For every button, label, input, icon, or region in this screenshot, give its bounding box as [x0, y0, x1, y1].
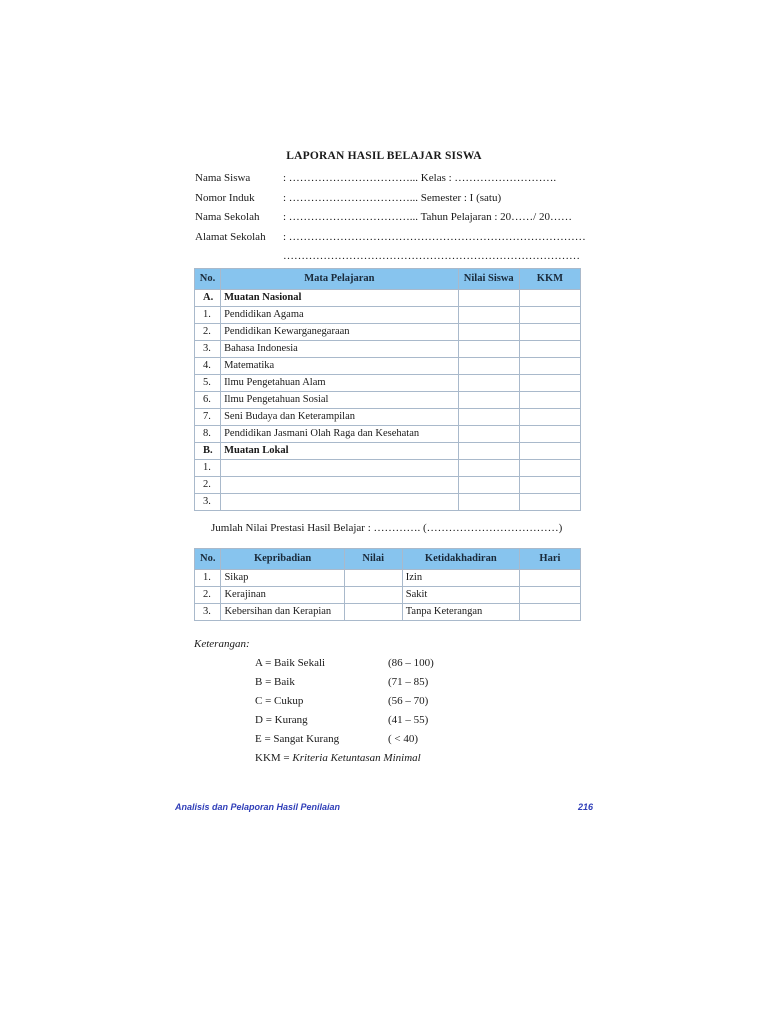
row-absence: Sakit	[402, 587, 519, 604]
info-value: : ……………………………... Tahun Pelajaran : 20……/ 20……	[283, 211, 572, 223]
row-score-cell	[458, 307, 519, 324]
row-subject: Pendidikan Agama	[221, 307, 459, 324]
report-title: LAPORAN HASIL BELAJAR SISWA	[286, 150, 482, 162]
row-subject: Seni Budaya dan Keterampilan	[221, 409, 459, 426]
info-value: ………………………………………………………………………	[283, 250, 580, 262]
header-subject: Mata Pelajaran	[221, 269, 459, 290]
footer-chapter-title: Analisis dan Pelaporan Hasil Penilaian	[175, 802, 341, 812]
info-row-name	[0, 171, 768, 185]
row-absence: Tanpa Keterangan	[402, 604, 519, 621]
legend-row	[0, 676, 768, 690]
row-subject: Pendidikan Kewarganegaraan	[221, 324, 459, 341]
row-days-cell	[519, 570, 580, 587]
kkm-meaning: Kriteria Ketuntasan Minimal	[292, 752, 421, 764]
legend-row	[0, 733, 768, 747]
row-score-cell	[458, 477, 519, 494]
grades-row	[195, 290, 581, 307]
info-label: Nama Sekolah	[195, 211, 260, 223]
grades-row	[195, 307, 581, 324]
row-no: B.	[195, 443, 221, 460]
row-subject	[221, 477, 459, 494]
row-subject: Muatan Lokal	[221, 443, 459, 460]
legend-grade: E = Sangat Kurang	[255, 733, 340, 745]
row-no: 1.	[195, 570, 221, 587]
header-no: No.	[195, 549, 221, 570]
row-subject: Pendidikan Jasmani Olah Raga dan Kesehatan	[221, 426, 459, 443]
row-score-cell	[458, 460, 519, 477]
row-kkm-cell	[519, 324, 580, 341]
header-kkm: KKM	[519, 269, 580, 290]
row-trait: Kerajinan	[221, 587, 344, 604]
legend-grade: A = Baik Sekali	[255, 657, 326, 669]
row-kkm-cell	[519, 307, 580, 324]
row-subject	[221, 494, 459, 511]
row-subject	[221, 460, 459, 477]
grades-row	[195, 324, 581, 341]
row-no: 7.	[195, 409, 221, 426]
grades-header-row	[195, 269, 581, 290]
row-kkm-cell	[519, 443, 580, 460]
row-no: 3.	[195, 494, 221, 511]
row-no: 5.	[195, 375, 221, 392]
row-no: 3.	[195, 341, 221, 358]
personality-row	[195, 587, 581, 604]
row-no: 2.	[195, 477, 221, 494]
legend-title: Keterangan:	[194, 638, 250, 650]
row-kkm-cell	[519, 460, 580, 477]
info-row-alamat-cont	[0, 249, 768, 263]
legend-row	[0, 714, 768, 728]
grades-row	[195, 477, 581, 494]
header-no: No.	[195, 269, 221, 290]
row-kkm-cell	[519, 477, 580, 494]
legend-grade: D = Kurang	[255, 714, 308, 726]
row-trait: Sikap	[221, 570, 344, 587]
personality-row	[195, 570, 581, 587]
info-label: Nomor Induk	[195, 192, 255, 204]
row-score-cell	[458, 409, 519, 426]
row-subject: Ilmu Pengetahuan Sosial	[221, 392, 459, 409]
row-value-cell	[344, 604, 402, 621]
grades-row	[195, 341, 581, 358]
personality-header-row	[195, 549, 581, 570]
grades-row	[195, 494, 581, 511]
row-days-cell	[519, 587, 580, 604]
info-row-nomor-induk	[0, 191, 768, 205]
info-value: : ……………………………... Kelas : ……………………….	[283, 172, 557, 184]
header-absence: Ketidakhadiran	[402, 549, 519, 570]
info-value: : ……………………………... Semester : I (satu)	[283, 192, 502, 204]
legend-range: ( < 40)	[388, 733, 419, 745]
row-no: 3.	[195, 604, 221, 621]
row-kkm-cell	[519, 392, 580, 409]
header-personality: Kepribadian	[221, 549, 344, 570]
legend-range: (41 – 55)	[388, 714, 429, 726]
total-score-line: Jumlah Nilai Prestasi Hasil Belajar : …………. (………………………………)	[211, 522, 563, 534]
kkm-prefix: KKM =	[255, 752, 293, 764]
grades-row	[195, 460, 581, 477]
row-subject: Matematika	[221, 358, 459, 375]
row-no: 1.	[195, 460, 221, 477]
info-label: Nama Siswa	[195, 172, 251, 184]
row-kkm-cell	[519, 426, 580, 443]
legend-grade: B = Baik	[255, 676, 295, 688]
grades-table	[194, 268, 581, 511]
legend-row	[0, 657, 768, 671]
row-score-cell	[458, 443, 519, 460]
grades-row	[195, 409, 581, 426]
row-kkm-cell	[519, 358, 580, 375]
header-days: Hari	[519, 549, 580, 570]
row-score-cell	[458, 494, 519, 511]
row-subject: Ilmu Pengetahuan Alam	[221, 375, 459, 392]
grades-row	[195, 426, 581, 443]
row-score-cell	[458, 392, 519, 409]
legend-grade: C = Cukup	[255, 695, 304, 707]
row-no: 8.	[195, 426, 221, 443]
row-days-cell	[519, 604, 580, 621]
info-value: : ………………………………………………………………………	[283, 231, 586, 243]
grades-table-body	[195, 290, 581, 511]
row-kkm-cell	[519, 409, 580, 426]
row-absence: Izin	[402, 570, 519, 587]
row-subject: Muatan Nasional	[221, 290, 459, 307]
personality-row	[195, 604, 581, 621]
grades-row	[195, 358, 581, 375]
personality-table	[194, 548, 581, 621]
row-kkm-cell	[519, 341, 580, 358]
info-row-sekolah	[0, 210, 768, 224]
row-score-cell	[458, 358, 519, 375]
row-kkm-cell	[519, 290, 580, 307]
row-no: 1.	[195, 307, 221, 324]
row-no: 2.	[195, 324, 221, 341]
row-score-cell	[458, 426, 519, 443]
kkm-definition	[255, 752, 421, 764]
row-kkm-cell	[519, 375, 580, 392]
row-score-cell	[458, 341, 519, 358]
row-kkm-cell	[519, 494, 580, 511]
row-value-cell	[344, 570, 402, 587]
row-no: A.	[195, 290, 221, 307]
grades-row	[195, 375, 581, 392]
info-label: Alamat Sekolah	[195, 231, 266, 243]
row-score-cell	[458, 324, 519, 341]
row-no: 2.	[195, 587, 221, 604]
legend-row	[0, 695, 768, 709]
row-trait: Kebersihan dan Kerapian	[221, 604, 344, 621]
personality-table-body	[195, 570, 581, 621]
row-score-cell	[458, 290, 519, 307]
grades-row	[195, 443, 581, 460]
row-subject: Bahasa Indonesia	[221, 341, 459, 358]
row-value-cell	[344, 587, 402, 604]
header-score: Nilai Siswa	[458, 269, 519, 290]
row-no: 4.	[195, 358, 221, 375]
header-value: Nilai	[344, 549, 402, 570]
grades-row	[195, 392, 581, 409]
row-no: 6.	[195, 392, 221, 409]
legend-range: (56 – 70)	[388, 695, 429, 707]
page-number: 216	[578, 802, 594, 812]
row-score-cell	[458, 375, 519, 392]
info-row-alamat	[0, 230, 768, 244]
legend-range: (86 – 100)	[388, 657, 434, 669]
legend-range: (71 – 85)	[388, 676, 429, 688]
